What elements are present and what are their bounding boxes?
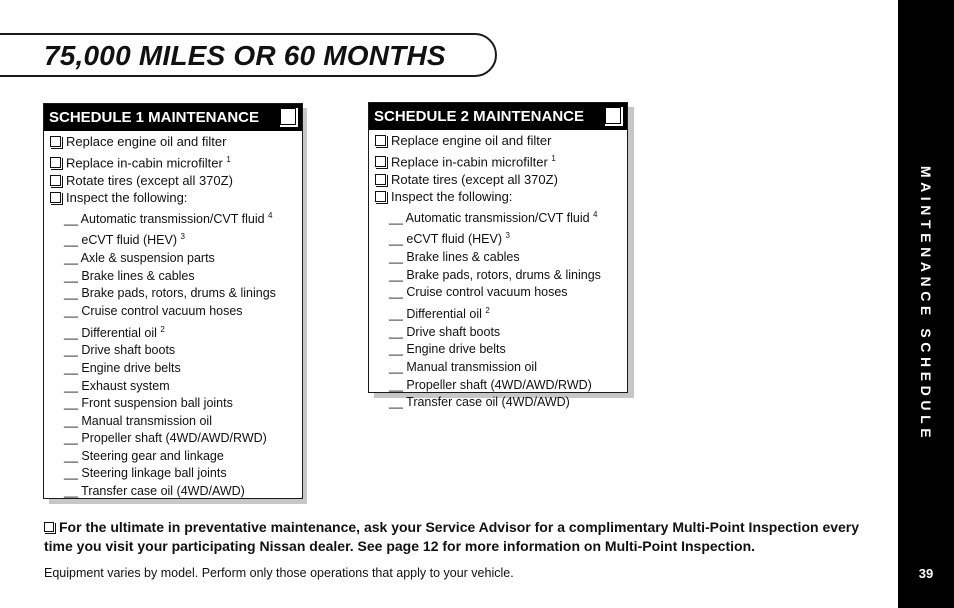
notice-text: For the ultimate in preventative maintenance, ask your Service Advisor for a complimentary Multi-Point Inspection every time you visit your participating Nissan dealer. See page 12 for more information on Multi-Point Inspection.: [44, 519, 860, 554]
inspection-item: [375, 284, 627, 302]
inspection-item: [50, 430, 302, 448]
item-label: __ Front suspension ball joints: [64, 396, 233, 411]
schedule-1-header: [44, 104, 302, 131]
inspection-item: [50, 303, 302, 321]
item-label: Replace in-cabin microfilter: [391, 153, 548, 169]
inspection-item: [50, 448, 302, 466]
checkbox-icon: [375, 174, 386, 185]
inspection-item: [375, 249, 627, 267]
schedule-1-list: [44, 131, 302, 501]
item-label: Inspect the following:: [66, 190, 188, 206]
item-label: Replace engine oil and filter: [66, 134, 227, 149]
inspection-item: [375, 359, 627, 377]
inspection-item: [50, 378, 302, 396]
footnote-marker: 3: [180, 232, 185, 242]
schedule-2-box: [368, 102, 628, 410]
page-title: 75,000 MILES OR 60 MONTHS: [44, 40, 446, 71]
footnote-marker: 4: [268, 210, 273, 220]
item-label: Rotate tires (except all 370Z): [391, 171, 558, 187]
section-sidebar: [898, 0, 954, 608]
item-label: __ Brake lines & cables: [64, 268, 195, 283]
equipment-footnote: Equipment varies by model. Perform only those operations that apply to your vehicle.: [44, 566, 514, 580]
inspection-item: [50, 250, 302, 268]
item-label: __ Differential oil: [389, 307, 482, 322]
inspection-item: [375, 394, 627, 412]
footnote-marker: 2: [160, 324, 165, 334]
inspection-item: [50, 207, 302, 229]
maintenance-item: [375, 150, 627, 171]
checkbox-icon: [375, 156, 386, 167]
inspection-item: [375, 377, 627, 395]
item-label: __ Brake lines & cables: [389, 250, 520, 265]
inspection-item: [50, 342, 302, 360]
item-label: __ Engine drive belts: [64, 360, 181, 375]
item-label: Inspect the following:: [391, 189, 513, 205]
footnote-marker: 1: [226, 154, 231, 164]
item-label: __ Drive shaft boots: [389, 324, 501, 339]
maintenance-item: [375, 132, 627, 150]
inspection-item: [50, 413, 302, 431]
schedule-1-header-label: SCHEDULE 1 MAINTENANCE: [49, 109, 260, 126]
inspection-item: [375, 324, 627, 342]
maintenance-item: [375, 171, 627, 189]
schedule-1-box: [43, 103, 303, 499]
checkbox-icon: [605, 107, 621, 124]
item-label: Replace in-cabin microfilter: [66, 154, 223, 170]
inspection-item: [50, 483, 302, 501]
item-label: __ Axle & suspension parts: [64, 251, 215, 266]
maintenance-item: [50, 133, 302, 151]
inspection-item: [50, 321, 302, 343]
item-label: Replace engine oil and filter: [391, 133, 552, 148]
inspection-item: [375, 206, 627, 228]
sidebar-section-label: MAINTENANCE SCHEDULE: [918, 165, 934, 443]
item-label: __ eCVT fluid (HEV): [389, 232, 503, 247]
inspection-item: [50, 268, 302, 286]
maintenance-item: [50, 189, 302, 207]
item-label: __ Brake pads, rotors, drums & linings: [64, 286, 276, 301]
item-label: __ Cruise control vacuum hoses: [389, 285, 568, 300]
inspection-item: [375, 267, 627, 285]
item-label: __ Engine drive belts: [389, 342, 506, 357]
page-number: 39: [918, 566, 934, 581]
item-label: __ Automatic transmission/CVT fluid: [64, 211, 265, 226]
item-label: __ Steering gear and linkage: [64, 448, 224, 463]
item-label: __ Transfer case oil (4WD/AWD): [389, 395, 570, 410]
checkbox-icon: [50, 192, 61, 203]
multi-point-inspection-notice: [44, 518, 889, 556]
item-label: __ Exhaust system: [64, 378, 170, 393]
item-label: __ Manual transmission oil: [64, 413, 212, 428]
footnote-marker: 4: [593, 209, 598, 219]
item-label: __ Propeller shaft (4WD/AWD/RWD): [64, 431, 267, 446]
item-label: __ Automatic transmission/CVT fluid: [389, 210, 590, 225]
inspection-item: [375, 227, 627, 249]
footnote-marker: 3: [505, 231, 510, 241]
footnote-marker: 2: [485, 305, 490, 315]
item-label: Rotate tires (except all 370Z): [66, 172, 233, 188]
item-label: __ Differential oil: [64, 325, 157, 340]
item-label: __ Transfer case oil (4WD/AWD): [64, 484, 245, 499]
inspection-item: [375, 341, 627, 359]
footnote-marker: 1: [551, 153, 556, 163]
checkbox-icon: [375, 135, 386, 146]
checkbox-icon: [50, 136, 61, 147]
maintenance-item: [375, 188, 627, 206]
inspection-item: [50, 228, 302, 250]
inspection-item: [50, 395, 302, 413]
item-label: __ Cruise control vacuum hoses: [64, 303, 243, 318]
item-label: __ Steering linkage ball joints: [64, 466, 227, 481]
item-label: __ Propeller shaft (4WD/AWD/RWD): [389, 377, 592, 392]
schedule-2-list: [369, 130, 627, 412]
inspection-item: [50, 465, 302, 483]
item-label: __ eCVT fluid (HEV): [64, 233, 178, 248]
inspection-item: [375, 302, 627, 324]
checkbox-icon: [50, 175, 61, 186]
item-label: __ Manual transmission oil: [389, 359, 537, 374]
maintenance-item: [50, 172, 302, 190]
inspection-item: [50, 360, 302, 378]
item-label: __ Brake pads, rotors, drums & linings: [389, 267, 601, 282]
schedule-2-header: [369, 103, 627, 130]
checkbox-icon: [44, 522, 54, 532]
item-label: __ Drive shaft boots: [64, 343, 176, 358]
maintenance-item: [50, 151, 302, 172]
inspection-item: [50, 285, 302, 303]
checkbox-icon: [375, 191, 386, 202]
checkbox-icon: [50, 157, 61, 168]
schedule-2-header-label: SCHEDULE 2 MAINTENANCE: [374, 108, 585, 125]
checkbox-icon: [280, 108, 296, 125]
